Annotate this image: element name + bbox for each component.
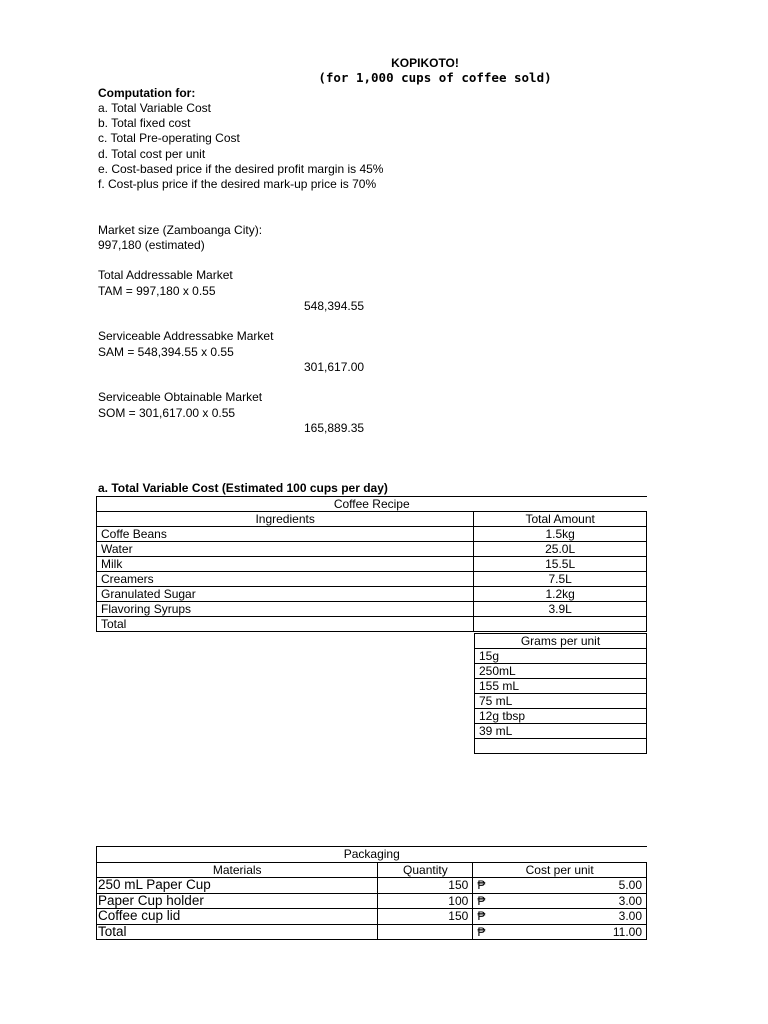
table-row: Water 25.0L: [97, 542, 647, 557]
computation-heading: Computation for:: [98, 86, 196, 100]
table-row: 12g tbsp: [475, 709, 647, 724]
table-row: 155 mL: [475, 679, 647, 694]
computation-item: c. Total Pre-operating Cost: [98, 131, 240, 145]
tam-formula: TAM = 997,180 x 0.55: [98, 284, 216, 298]
table-row: Coffe Beans 1.5kg: [97, 527, 647, 542]
market-size-value: 997,180 (estimated): [98, 238, 205, 252]
sam-label: Serviceable Addressabke Market: [98, 329, 274, 343]
computation-item: b. Total fixed cost: [98, 116, 191, 130]
col-total-amount: Total Amount: [474, 512, 647, 527]
table-row: [475, 739, 647, 754]
peso-icon: ₱: [477, 878, 486, 892]
grams-header: Grams per unit: [475, 634, 647, 649]
tam-value: 548,394.55: [304, 299, 365, 313]
table-row: 39 mL: [475, 724, 647, 739]
col-ingredients: Ingredients: [97, 512, 474, 527]
document-subtitle: (for 1,000 cups of coffee sold): [318, 70, 552, 85]
peso-icon: ₱: [477, 924, 486, 939]
table-row: Coffee cup lid 150 ₱ 3.00: [97, 909, 647, 925]
grams-per-unit-table: [474, 633, 647, 754]
variable-cost-heading: a. Total Variable Cost (Estimated 100 cups per day): [98, 481, 388, 495]
table-row: Paper Cup holder 100 ₱ 3.00: [97, 893, 647, 909]
packaging-title: Packaging: [97, 847, 647, 863]
packaging-total-label: Total: [97, 924, 378, 940]
som-label: Serviceable Obtainable Market: [98, 390, 263, 404]
table-row: Milk 15.5L: [97, 557, 647, 572]
recipe-title: Coffee Recipe: [97, 497, 647, 512]
market-size-label: Market size (Zamboanga City):: [98, 223, 263, 237]
peso-icon: ₱: [477, 909, 486, 923]
table-row: 15g: [475, 649, 647, 664]
total-label: Total: [97, 617, 474, 632]
som-value: 165,889.35: [304, 421, 365, 435]
table-row: [97, 924, 647, 940]
table-row: 250mL: [475, 664, 647, 679]
col-materials: Materials: [97, 862, 378, 878]
computation-item: e. Cost-based price if the desired profit margin is 45%: [98, 162, 384, 176]
col-quantity: Quantity: [378, 862, 473, 878]
computation-item: a. Total Variable Cost: [98, 101, 211, 115]
sam-formula: SAM = 548,394.55 x 0.55: [98, 345, 234, 359]
table-row: Flavoring Syrups 3.9L: [97, 602, 647, 617]
table-row: [97, 617, 647, 632]
col-cost-per-unit: Cost per unit: [473, 862, 647, 878]
sam-value: 301,617.00: [304, 360, 365, 374]
table-row: 250 mL Paper Cup 150 ₱ 5.00: [97, 878, 647, 894]
computation-item: f. Cost-plus price if the desired mark-up price is 70%: [98, 177, 377, 191]
tam-label: Total Addressable Market: [98, 268, 233, 282]
som-formula: SOM = 301,617.00 x 0.55: [98, 406, 236, 420]
coffee-recipe-table: [96, 496, 647, 632]
packaging-total-cost: 11.00: [612, 924, 642, 939]
table-row: Creamers 7.5L: [97, 572, 647, 587]
computation-item: d. Total cost per unit: [98, 147, 206, 161]
peso-icon: ₱: [477, 893, 486, 908]
table-row: Granulated Sugar 1.2kg: [97, 587, 647, 602]
packaging-table: [96, 846, 647, 940]
table-row: 75 mL: [475, 694, 647, 709]
document-title: KOPIKOTO!: [391, 56, 459, 70]
